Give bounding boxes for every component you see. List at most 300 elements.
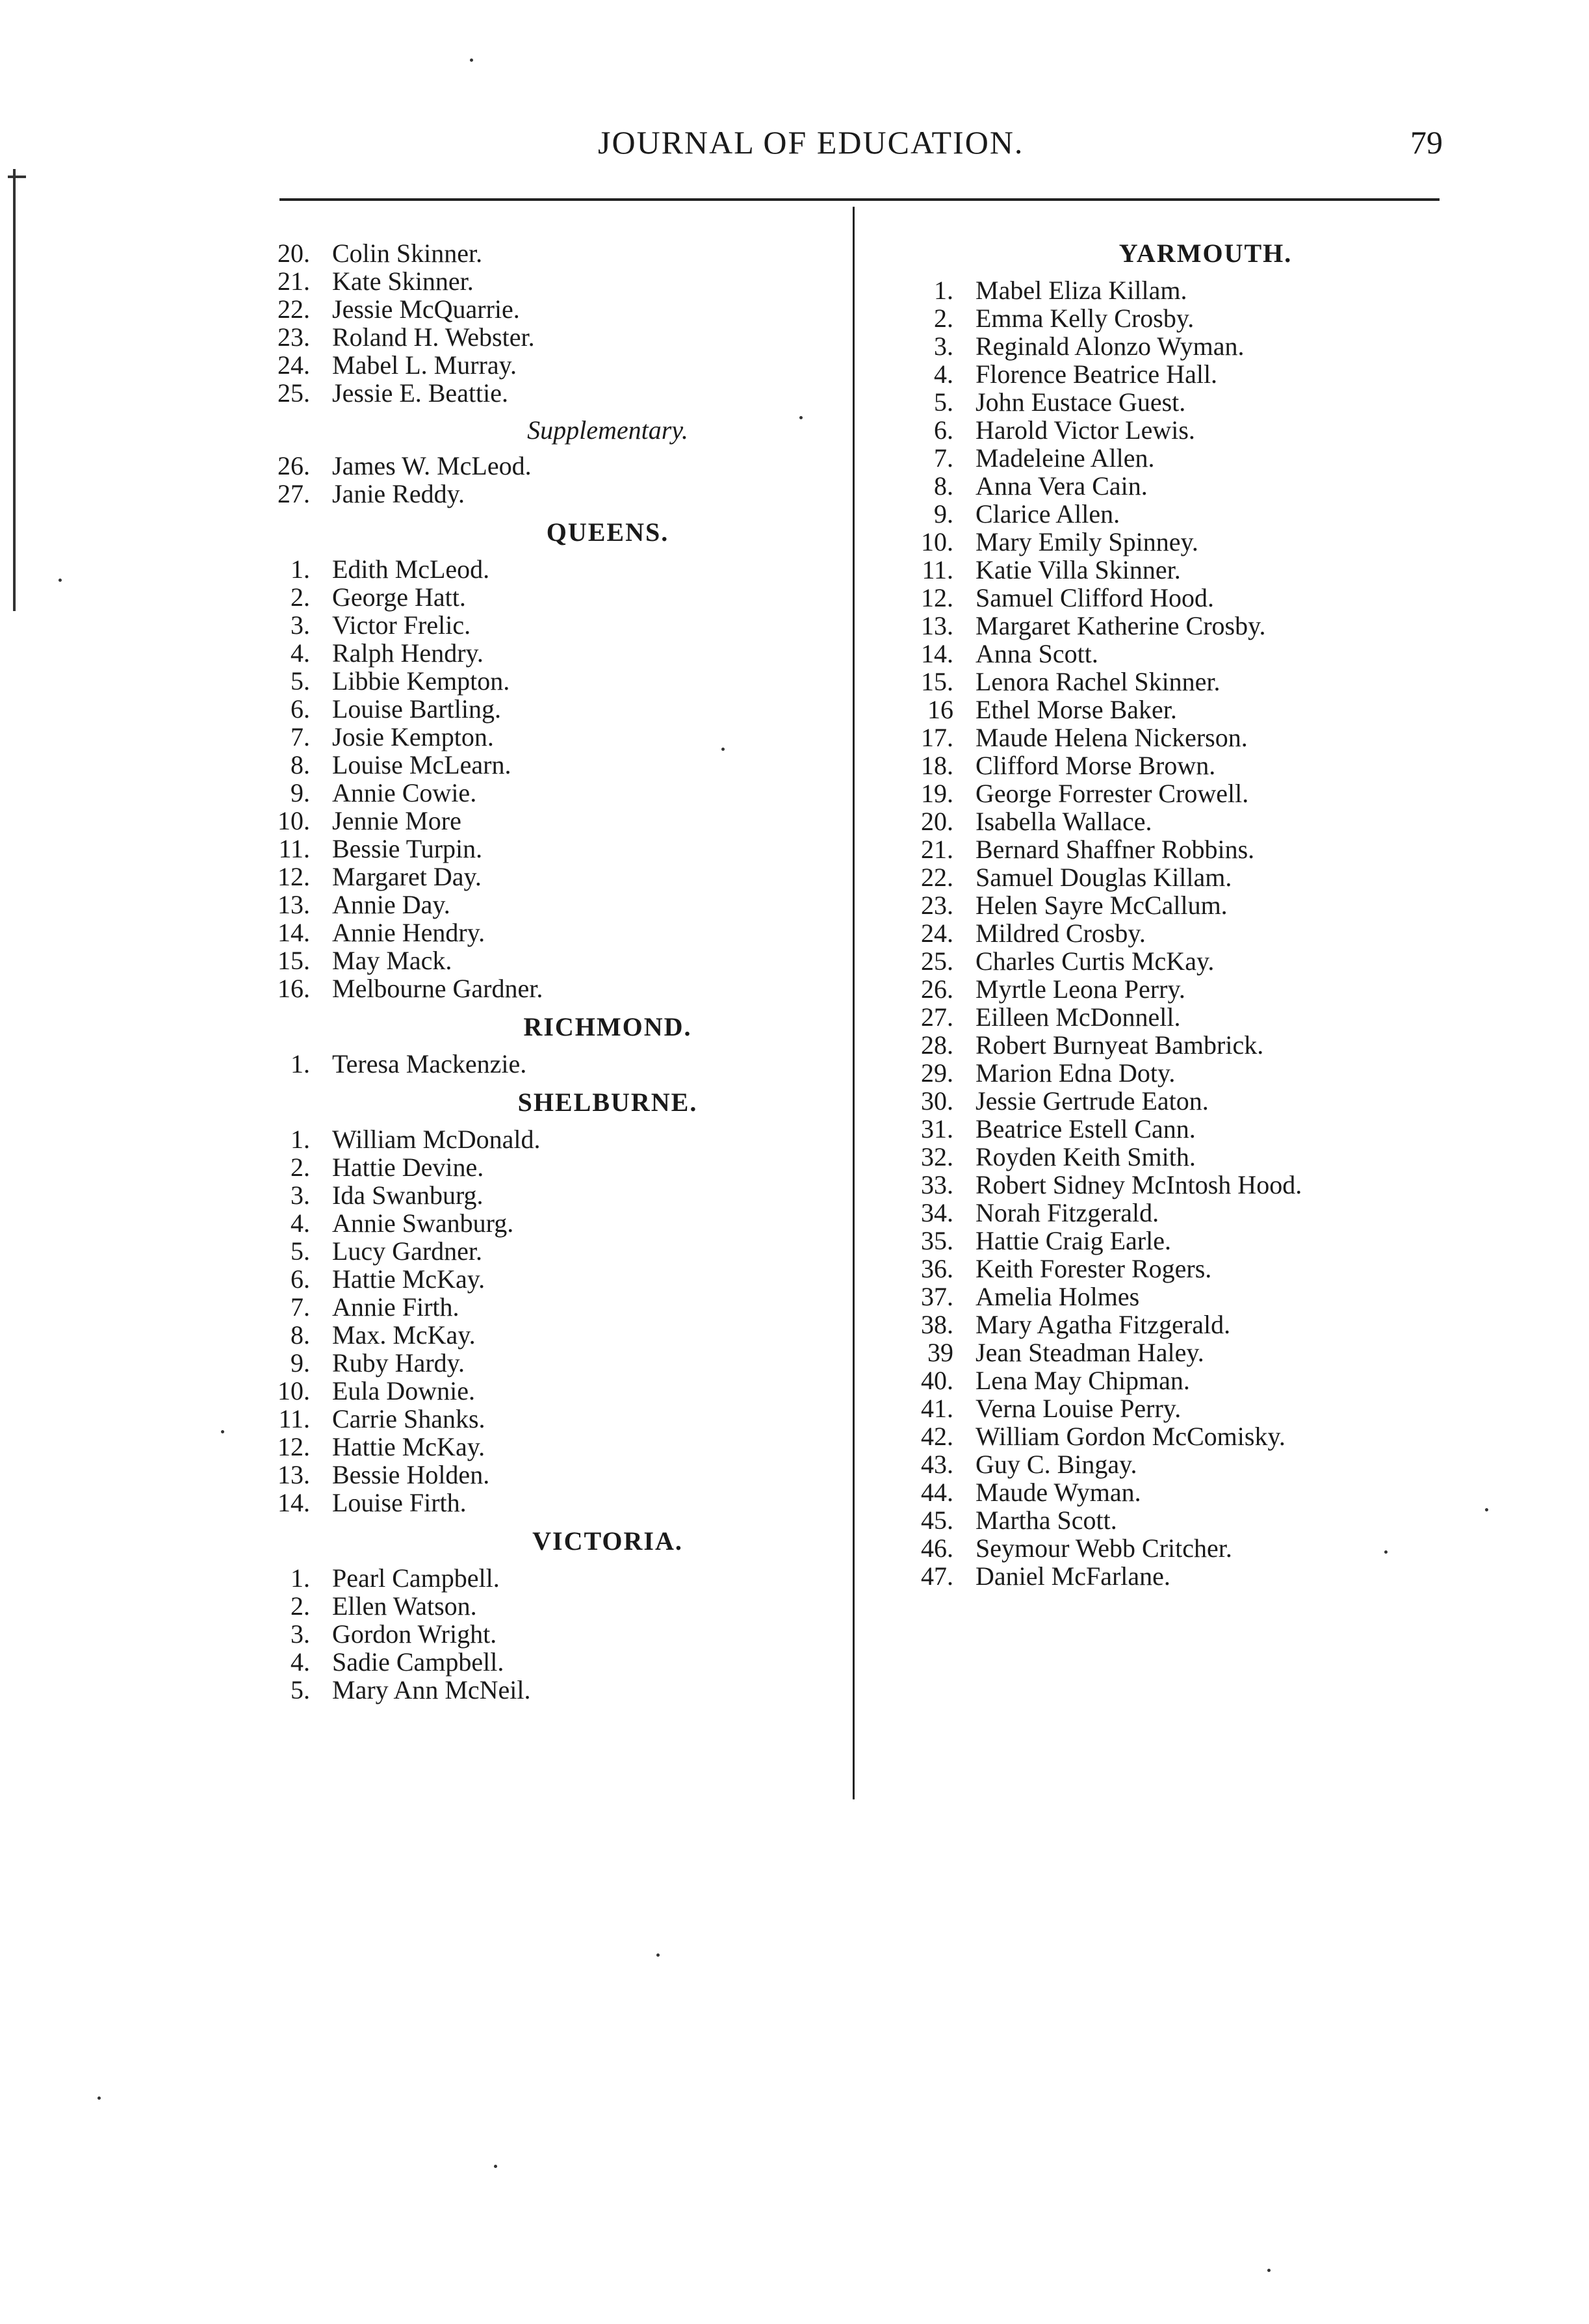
entry-number: 1. — [291, 555, 310, 584]
entry-name: Madeleine Allen. — [975, 443, 1155, 473]
entry-name: Isabella Wallace. — [975, 807, 1152, 836]
entry-name: Helen Sayre McCallum. — [975, 891, 1228, 920]
entry-name: Marion Edna Doty. — [975, 1058, 1176, 1088]
entry-name: Beatrice Estell Cann. — [975, 1114, 1196, 1143]
list-item — [263, 1237, 842, 1265]
entry-name: Edith McLeod. — [332, 555, 490, 584]
list-item — [263, 323, 842, 351]
list-item — [907, 724, 1453, 751]
list-item — [907, 1171, 1453, 1199]
list-item — [263, 863, 842, 891]
entry-number: 17. — [921, 723, 953, 752]
entry-number: 4. — [934, 359, 953, 389]
entry-number: 24. — [921, 919, 953, 948]
entry-name: James W. McLeod. — [332, 451, 532, 480]
list-item — [263, 1153, 842, 1181]
entry-name: Martha Scott. — [975, 1506, 1117, 1535]
list-item — [263, 807, 842, 835]
entry-name: Annie Firth. — [332, 1292, 459, 1322]
list-item — [907, 835, 1453, 863]
entry-name: Carrie Shanks. — [332, 1404, 485, 1433]
list-item — [263, 555, 842, 583]
entry-number: 2. — [291, 1591, 310, 1621]
entry-name: Ethel Morse Baker. — [975, 695, 1177, 724]
entry-name: Margaret Katherine Crosby. — [975, 611, 1266, 640]
entry-number: 20. — [278, 239, 310, 268]
list-item — [263, 239, 842, 267]
entry-name: Eilleen McDonnell. — [975, 1002, 1181, 1032]
list-item — [907, 472, 1453, 500]
entry-name: William Gordon McComisky. — [975, 1422, 1285, 1451]
entry-name: Mary Emily Spinney. — [975, 527, 1198, 556]
entry-name: Anna Scott. — [975, 639, 1098, 668]
entry-name: Victor Frelic. — [332, 610, 471, 640]
print-speck — [656, 1953, 660, 1957]
list-item — [907, 891, 1453, 919]
entry-number: 3. — [934, 332, 953, 361]
list-item — [907, 500, 1453, 528]
entry-name: Hattie Devine. — [332, 1153, 484, 1182]
print-speck — [221, 1430, 224, 1433]
list-item — [263, 1648, 842, 1676]
shelburne-list — [263, 1125, 842, 1517]
entry-number: 11. — [922, 555, 953, 584]
entry-number: 24. — [278, 350, 310, 380]
print-speck — [470, 59, 473, 62]
entry-number: 13. — [278, 1460, 310, 1489]
entry-name: Maude Wyman. — [975, 1478, 1141, 1507]
entry-number: 37. — [921, 1282, 953, 1311]
list-item — [263, 379, 842, 407]
list-item — [263, 1349, 842, 1377]
list-item — [907, 1283, 1453, 1311]
list-item — [263, 351, 842, 379]
entry-name: Louise Bartling. — [332, 694, 501, 724]
list-item — [263, 667, 842, 695]
list-item — [263, 1564, 842, 1592]
list-item — [263, 452, 842, 480]
entry-name: Clarice Allen. — [975, 499, 1120, 529]
list-item — [263, 974, 842, 1002]
list-item — [907, 1562, 1453, 1590]
entry-name: Max. McKay. — [332, 1320, 476, 1350]
list-item — [263, 295, 842, 323]
list-item — [907, 556, 1453, 584]
list-item — [907, 807, 1453, 835]
list-item — [907, 779, 1453, 807]
continued-list — [263, 239, 842, 407]
entry-name: Daniel McFarlane. — [975, 1561, 1170, 1591]
entry-name: Jennie More — [332, 806, 461, 835]
list-item — [263, 1293, 842, 1321]
entry-number: 30. — [921, 1086, 953, 1116]
entry-number: 10. — [278, 806, 310, 835]
list-item — [263, 891, 842, 919]
entry-name: Louise Firth. — [332, 1488, 467, 1517]
list-item — [907, 332, 1453, 360]
richmond-list — [263, 1050, 842, 1078]
list-item — [263, 1181, 842, 1209]
list-item — [263, 1676, 842, 1704]
list-item — [907, 1338, 1453, 1366]
list-item — [263, 1592, 842, 1620]
entry-number: 3. — [291, 610, 310, 640]
list-item — [263, 835, 842, 863]
entry-number: 2. — [291, 1153, 310, 1182]
queens-list — [263, 555, 842, 1002]
entry-number: 14. — [278, 918, 310, 947]
page-number: 79 — [1410, 124, 1443, 161]
supplementary-heading: Supplementary. — [527, 415, 688, 445]
list-item — [907, 360, 1453, 388]
print-speck — [799, 416, 803, 419]
entry-name: Sadie Campbell. — [332, 1647, 504, 1677]
list-item — [907, 1031, 1453, 1059]
print-speck — [1485, 1508, 1488, 1511]
list-item — [263, 611, 842, 639]
entry-name: Bernard Shaffner Robbins. — [975, 835, 1255, 864]
left-column — [263, 239, 842, 1704]
list-item — [907, 751, 1453, 779]
entry-name: Roland H. Webster. — [332, 322, 535, 352]
column-divider — [853, 207, 855, 1799]
entry-name: Hattie McKay. — [332, 1432, 485, 1461]
entry-name: Annie Swanburg. — [332, 1208, 514, 1238]
entry-name: Josie Kempton. — [332, 722, 494, 751]
list-item — [263, 751, 842, 779]
header-rule — [279, 198, 1440, 201]
entry-number: 15. — [921, 667, 953, 696]
list-item — [263, 695, 842, 723]
list-item — [907, 1059, 1453, 1087]
entry-name: Ellen Watson. — [332, 1591, 477, 1621]
list-item — [907, 640, 1453, 668]
entry-number: 5. — [291, 1236, 310, 1266]
list-item — [907, 1422, 1453, 1450]
section-heading-richmond: RICHMOND. — [523, 1012, 692, 1041]
list-item — [907, 416, 1453, 444]
list-item — [907, 1003, 1453, 1031]
entry-number: 18. — [921, 751, 953, 780]
list-item — [263, 1405, 842, 1433]
list-item — [907, 612, 1453, 640]
list-item — [907, 584, 1453, 612]
entry-name: Myrtle Leona Perry. — [975, 974, 1185, 1004]
list-item — [907, 1115, 1453, 1143]
entry-number: 26. — [921, 974, 953, 1004]
entry-number: 12. — [278, 862, 310, 891]
entry-name: Kate Skinner. — [332, 267, 474, 296]
list-item — [263, 919, 842, 947]
entry-name: Bessie Holden. — [332, 1460, 490, 1489]
entry-name: Annie Day. — [332, 890, 450, 919]
entry-number: 7. — [291, 1292, 310, 1322]
list-item — [907, 1255, 1453, 1283]
entry-name: Clifford Morse Brown. — [975, 751, 1216, 780]
yarmouth-list — [907, 276, 1453, 1590]
entry-number: 14. — [921, 639, 953, 668]
entry-number: 11. — [278, 1404, 310, 1433]
entry-number: 8. — [934, 471, 953, 501]
entry-name: Teresa Mackenzie. — [332, 1049, 527, 1078]
entry-name: Verna Louise Perry. — [975, 1394, 1182, 1423]
entry-name: Ruby Hardy. — [332, 1348, 465, 1377]
supplementary-list — [263, 452, 842, 508]
entry-name: Gordon Wright. — [332, 1619, 497, 1649]
list-item — [263, 779, 842, 807]
list-item — [263, 267, 842, 295]
list-item — [907, 668, 1453, 696]
print-speck — [721, 748, 725, 751]
right-column — [907, 239, 1453, 1590]
entry-number: 36. — [921, 1254, 953, 1283]
list-item — [907, 1311, 1453, 1338]
entry-number: 27. — [921, 1002, 953, 1032]
entry-name: Margaret Day. — [332, 862, 482, 891]
entry-name: Annie Hendry. — [332, 918, 485, 947]
entry-number: 43. — [921, 1450, 953, 1479]
entry-number: 1. — [291, 1563, 310, 1593]
entry-name: Mary Agatha Fitzgerald. — [975, 1310, 1231, 1339]
entry-name: Mabel Eliza Killam. — [975, 276, 1187, 305]
entry-name: George Forrester Crowell. — [975, 779, 1249, 808]
entry-name: Maude Helena Nickerson. — [975, 723, 1248, 752]
entry-name: Ralph Hendry. — [332, 638, 484, 668]
list-item — [907, 947, 1453, 975]
entry-number: 9. — [934, 499, 953, 529]
entry-name: Hattie Craig Earle. — [975, 1226, 1171, 1255]
entry-number: 44. — [921, 1478, 953, 1507]
list-item — [907, 1143, 1453, 1171]
entry-number: 9. — [291, 1348, 310, 1377]
entry-name: Seymour Webb Critcher. — [975, 1534, 1232, 1563]
list-item — [907, 528, 1453, 556]
entry-name: Guy C. Bingay. — [975, 1450, 1137, 1479]
entry-number: 4. — [291, 638, 310, 668]
entry-number: 15. — [278, 946, 310, 975]
list-item — [907, 919, 1453, 947]
entry-name: Robert Sidney McIntosh Hood. — [975, 1170, 1302, 1199]
entry-number: 8. — [291, 1320, 310, 1350]
entry-name: Hattie McKay. — [332, 1264, 485, 1294]
entry-number: 22. — [921, 863, 953, 892]
victoria-list — [263, 1564, 842, 1704]
list-item — [907, 863, 1453, 891]
list-item — [263, 583, 842, 611]
list-item — [907, 1394, 1453, 1422]
entry-number: 19. — [921, 779, 953, 808]
entry-name: Lucy Gardner. — [332, 1236, 483, 1266]
entry-name: George Hatt. — [332, 582, 466, 612]
entry-name: Bessie Turpin. — [332, 834, 483, 863]
entry-number: 3. — [291, 1181, 310, 1210]
entry-number: 38. — [921, 1310, 953, 1339]
entry-number: 31. — [921, 1114, 953, 1143]
list-item — [263, 1433, 842, 1461]
entry-number: 4. — [291, 1647, 310, 1677]
entry-number: 1. — [291, 1125, 310, 1154]
entry-name: Royden Keith Smith. — [975, 1142, 1196, 1171]
section-heading-victoria: VICTORIA. — [532, 1526, 683, 1556]
entry-name: John Eustace Guest. — [975, 387, 1186, 417]
list-item — [263, 1050, 842, 1078]
entry-name: Samuel Douglas Killam. — [975, 863, 1232, 892]
entry-number: 7. — [291, 722, 310, 751]
entry-name: Robert Burnyeat Bambrick. — [975, 1030, 1264, 1060]
entry-name: Colin Skinner. — [332, 239, 483, 268]
entry-number: 33. — [921, 1170, 953, 1199]
entry-name: Jessie E. Beattie. — [332, 378, 509, 408]
entry-number: 5. — [934, 387, 953, 417]
list-item — [263, 1489, 842, 1517]
entry-number: 35. — [921, 1226, 953, 1255]
entry-name: Louise McLearn. — [332, 750, 511, 779]
entry-number: 14. — [278, 1488, 310, 1517]
list-item — [907, 1227, 1453, 1255]
list-item — [907, 975, 1453, 1003]
entry-number: 32. — [921, 1142, 953, 1171]
section-heading-shelburne: SHELBURNE. — [517, 1088, 698, 1117]
page-header — [598, 124, 1443, 176]
print-speck — [97, 2096, 101, 2100]
list-item — [907, 444, 1453, 472]
entry-number: 4. — [291, 1208, 310, 1238]
entry-number: 12. — [278, 1432, 310, 1461]
print-speck — [58, 579, 62, 582]
list-item — [907, 388, 1453, 416]
entry-number: 21. — [278, 267, 310, 296]
entry-number: 27. — [278, 479, 310, 508]
entry-name: Katie Villa Skinner. — [975, 555, 1181, 584]
entry-number: 26. — [278, 451, 310, 480]
entry-name: May Mack. — [332, 946, 452, 975]
entry-number: 13. — [921, 611, 953, 640]
entry-name: Ida Swanburg. — [332, 1181, 484, 1210]
entry-number: 25. — [921, 947, 953, 976]
list-item — [263, 947, 842, 974]
entry-number: 39 — [927, 1338, 953, 1367]
list-item — [907, 1450, 1453, 1478]
entry-number: 46. — [921, 1534, 953, 1563]
entry-number: 8. — [291, 750, 310, 779]
entry-name: William McDonald. — [332, 1125, 541, 1154]
list-item — [263, 1321, 842, 1349]
list-item — [263, 723, 842, 751]
entry-name: Janie Reddy. — [332, 479, 465, 508]
entry-number: 21. — [921, 835, 953, 864]
section-heading-yarmouth: YARMOUTH. — [1118, 239, 1293, 268]
print-speck — [1267, 2269, 1271, 2272]
entry-number: 23. — [921, 891, 953, 920]
entry-name: Libbie Kempton. — [332, 666, 510, 696]
entry-name: Mabel L. Murray. — [332, 350, 517, 380]
entry-name: Annie Cowie. — [332, 778, 477, 807]
entry-number: 2. — [934, 304, 953, 333]
margin-binding-mark — [13, 169, 35, 611]
entry-number: 16. — [278, 974, 310, 1003]
entry-number: 42. — [921, 1422, 953, 1451]
entry-number: 20. — [921, 807, 953, 836]
entry-name: Jessie Gertrude Eaton. — [975, 1086, 1209, 1116]
list-item — [263, 1620, 842, 1648]
entry-number: 9. — [291, 778, 310, 807]
entry-number: 10. — [921, 527, 953, 556]
list-item — [907, 1506, 1453, 1534]
section-heading-queens: QUEENS. — [546, 517, 669, 547]
list-item — [907, 1366, 1453, 1394]
entry-name: Lenora Rachel Skinner. — [975, 667, 1221, 696]
entry-number: 29. — [921, 1058, 953, 1088]
entry-name: Florence Beatrice Hall. — [975, 359, 1218, 389]
entry-number: 12. — [921, 583, 953, 612]
print-speck — [494, 2165, 497, 2168]
entry-number: 1. — [291, 1049, 310, 1078]
entry-name: Norah Fitzgerald. — [975, 1198, 1159, 1227]
entry-number: 40. — [921, 1366, 953, 1395]
entry-name: Jean Steadman Haley. — [975, 1338, 1204, 1367]
entry-number: 11. — [278, 834, 310, 863]
entry-number: 7. — [934, 443, 953, 473]
entry-number: 3. — [291, 1619, 310, 1649]
list-item — [907, 1087, 1453, 1115]
list-item — [907, 1199, 1453, 1227]
list-item — [907, 1478, 1453, 1506]
entry-name: Pearl Campbell. — [332, 1563, 500, 1593]
entry-number: 6. — [934, 415, 953, 445]
entry-number: 2. — [291, 582, 310, 612]
entry-number: 45. — [921, 1506, 953, 1535]
list-item — [907, 304, 1453, 332]
list-item — [263, 1209, 842, 1237]
entry-name: Mary Ann McNeil. — [332, 1675, 531, 1704]
entry-number: 25. — [278, 378, 310, 408]
list-item — [263, 1377, 842, 1405]
entry-name: Anna Vera Cain. — [975, 471, 1148, 501]
entry-number: 5. — [291, 1675, 310, 1704]
entry-name: Samuel Clifford Hood. — [975, 583, 1215, 612]
entry-name: Mildred Crosby. — [975, 919, 1146, 948]
list-item — [907, 696, 1453, 724]
entry-name: Jessie McQuarrie. — [332, 294, 520, 324]
entry-name: Reginald Alonzo Wyman. — [975, 332, 1245, 361]
list-item — [263, 480, 842, 508]
print-speck — [1384, 1550, 1388, 1554]
entry-number: 6. — [291, 694, 310, 724]
entry-name: Eula Downie. — [332, 1376, 475, 1405]
entry-number: 13. — [278, 890, 310, 919]
list-item — [263, 1461, 842, 1489]
entry-name: Keith Forester Rogers. — [975, 1254, 1212, 1283]
entry-number: 5. — [291, 666, 310, 696]
entry-number: 10. — [278, 1376, 310, 1405]
entry-name: Charles Curtis McKay. — [975, 947, 1215, 976]
entry-number: 47. — [921, 1561, 953, 1591]
entry-name: Lena May Chipman. — [975, 1366, 1190, 1395]
list-item — [907, 1534, 1453, 1562]
entry-name: Amelia Holmes — [975, 1282, 1140, 1311]
list-item — [263, 639, 842, 667]
entry-number: 22. — [278, 294, 310, 324]
entry-number: 34. — [921, 1198, 953, 1227]
entry-number: 1. — [934, 276, 953, 305]
entry-name: Emma Kelly Crosby. — [975, 304, 1195, 333]
entry-name: Harold Victor Lewis. — [975, 415, 1195, 445]
entry-number: 41. — [921, 1394, 953, 1423]
entry-number: 23. — [278, 322, 310, 352]
list-item — [907, 276, 1453, 304]
list-item — [263, 1265, 842, 1293]
journal-title: JOURNAL OF EDUCATION. — [598, 124, 1024, 161]
